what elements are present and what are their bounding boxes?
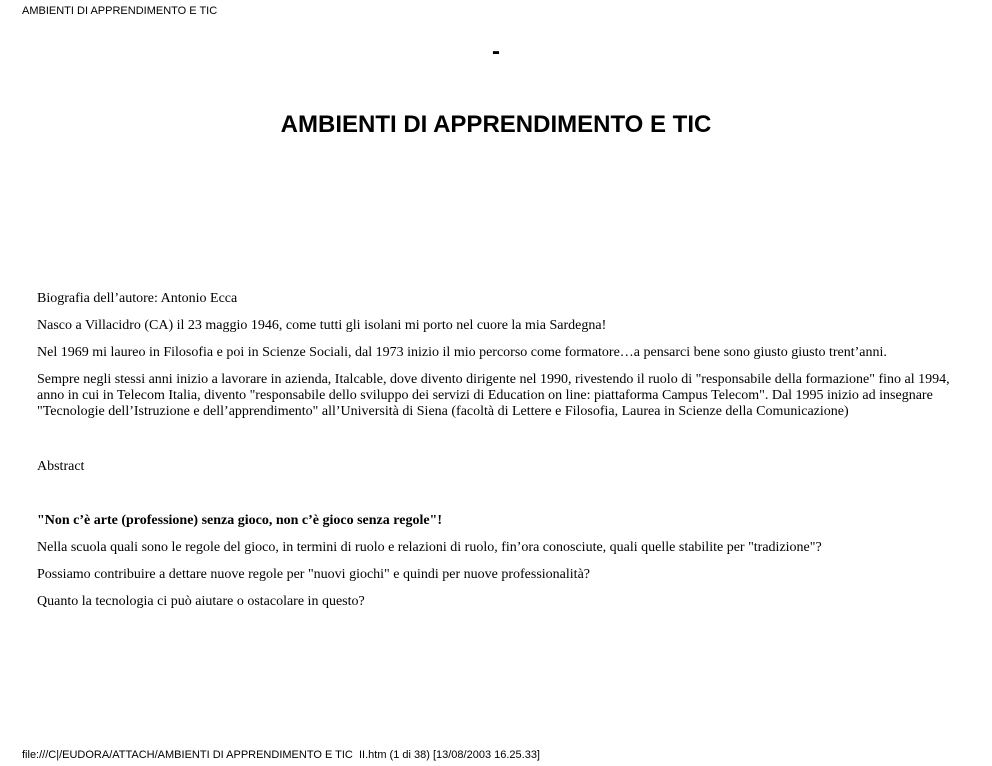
print-header-title: AMBIENTI DI APPRENDIMENTO E TIC [22,5,218,17]
abstract-question-rules: Nella scuola quali sono le regole del gioco, in termini di ruolo e relazioni di ruolo, fin’ora conosciute, quali quelle stabilite per "tradizione"? [37,540,822,555]
abstract-quote: "Non c’è arte (professione) senza gioco, non c’è gioco senza regole"! [37,513,442,528]
abstract-question-new-rules: Possiamo contribuire a dettare nuove regole per "nuovi giochi" e quindi per nuove professionalità? [37,567,590,582]
document-title: AMBIENTI DI APPRENDIMENTO E TIC [280,111,712,138]
bio-paragraph-birth: Nasco a Villacidro (CA) il 23 maggio 1946, come tutti gli isolani mi porto nel cuore la mia Sardegna! [37,318,607,333]
print-footer-file-info: file:///C|/EUDORA/ATTACH/AMBIENTI DI APPRENDIMENTO E TIC II.htm (1 di 38) [13/08/2003 16.25.33] [22,749,540,761]
separator-dash: - [492,38,500,65]
bio-paragraph-career: Sempre negli stessi anni inizio a lavorare in azienda, Italcable, dove divento dirigente nel 1990, rivestendo il ruolo di "responsabile della formazione" fino al 1994, anno in cui in Telecom Italia, divento "responsabile dello sviluppo dei servizi di Education on line: piattaforma Campus Telecom". Dal 1995 inizio ad insegnare "Tecnologie dell’Istruzione e dell’apprendimento" all’Università di Siena (facoltà di Lettere e Filosofia, Laurea in Scienze della Comunicazione) [37,372,950,419]
abstract-heading: Abstract [37,459,85,474]
abstract-question-technology: Quanto la tecnologia ci può aiutare o ostacolare in questo? [37,594,365,609]
bio-heading: Biografia dell’autore: Antonio Ecca [37,291,238,306]
bio-paragraph-education: Nel 1969 mi laureo in Filosofia e poi in Scienze Sociali, dal 1973 inizio il mio percorso come formatore…a pensarci bene sono giusto giusto trent’anni. [37,345,887,360]
